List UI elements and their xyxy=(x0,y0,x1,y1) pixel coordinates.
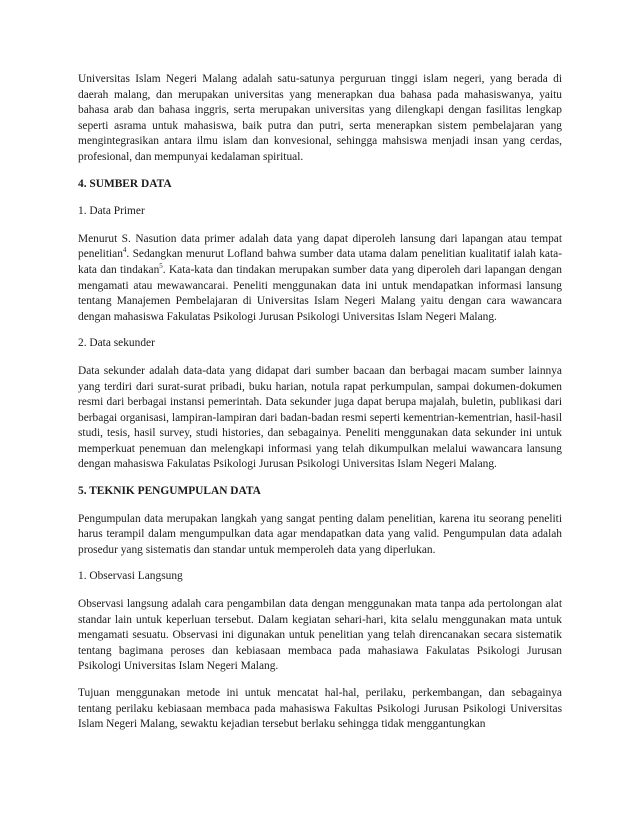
observation-paragraph-1: Observasi langsung adalah cara pengambilan data dengan menggunakan mata tanpa ada pertolongan alat standar lain untuk keperluan tersebut. Dalam kegiatan sehari-hari, kita selalu menggunakan mata untuk mengamati sesuatu. Observasi ini digunakan untuk penelitian yang telah direncanakan secara sistematik tentang bagimana peroses dan kebiasaan membaca pada mahasiawa Fakulatas Psikologi Jurusan Psikologi Universitas Islam Negeri Malang. xyxy=(78,598,562,673)
section-5-heading: 5. TEKNIK PENGUMPULAN DATA xyxy=(78,485,261,498)
primary-text-part3: . Kata-kata dan tindakan merupakan sumber data yang diperoleh dari lapangan dengan mengamati atau mewawancarai. Peneliti menggunakan data ini untuk mendapatkan informasi lansung tentang Manajemen Pembelajaran di Universitas Islam Negeri Malang yaitu dengan cara wawancara dengan mahasiswa Fakulatas Psikologi Jurusan Psikologi Universitas Islam Negeri Malang. xyxy=(78,263,562,323)
footnote-marker: 5 xyxy=(159,262,163,271)
secondary-data-subheading: 2. Data sekunder xyxy=(78,337,155,350)
document-page xyxy=(78,72,562,744)
primary-text-part2: . Sedangkan menurut Lofland bahwa sumber data utama dalam penelitian kualitatif ialah kata-kata dan tindakan xyxy=(78,248,562,276)
footnote-marker: 4 xyxy=(122,246,127,255)
secondary-data-paragraph: Data sekunder adalah data-data yang didapat dari sumber bacaan dan berbagai macam sumber lainnya yang terdiri dari surat-surat pribadi, buku harian, notula rapat perkumpulan, sampai dokumen-dokumen resmi dari berbagai instansi pemerintah. Data sekunder juga dapat berupa majalah, buletin, publikasi dari berbagai organisasi, lampiran-lampiran dari badan-badan resmi seperti kementrian-kementrian, hasil-hasil studi, tesis, hasil survey, studi histories, dan sebagainya. Peneliti menggunakan data sekunder ini untuk memperkuat penemuan dan melengkapi informasi yang telah dikumpulkan melalui wawancara lansung dengan mahasiswa Fakulatas Psikologi Jurusan Psikologi Universitas Islam Negeri Malang. xyxy=(78,364,562,471)
primary-data-paragraph xyxy=(78,232,562,326)
intro-paragraph: Universitas Islam Negeri Malang adalah satu-satunya perguruan tinggi islam negeri, yang berada di daerah malang, dan merupakan universitas yang menerapkan dua bahasa pada mahasiswanya, yaitu bahasa arab dan bahasa inggris, serta merupakan universitas yang dilengkapi dengan fasilitas lengkap seperti asrama untuk mahasiswa, baik putra dan putri, serta menerapkan sistem pembelajaran yang mengintegrasikan antara ilmu islam dan konvesional, sehingga mahsiswa menjadi insan yang cerdas, profesional, dan mempunyai kedalaman spiritual. xyxy=(78,73,562,163)
primary-data-subheading: 1. Data Primer xyxy=(78,205,145,218)
data-collection-intro: Pengumpulan data merupakan langkah yang sangat penting dalam penelitian, karena itu seorang peneliti harus terampil dalam mengumpulkan data agar mendapatkan data yang valid. Pengumpulan data adalah prosedur yang sistematis dan standar untuk memperoleh data yang diperlukan. xyxy=(78,512,562,556)
observation-subheading: 1. Observasi Langsung xyxy=(78,570,183,583)
primary-text-part1: Menurut S. Nasution data primer adalah data yang dapat diperoleh lansung dari lapangan atau tempat penelitian xyxy=(78,232,562,261)
observation-paragraph-2: Tujuan menggunakan metode ini untuk mencatat hal-hal, perilaku, perkembangan, dan sebagainya tentang perilaku kebiasaan membaca pada mahasiswa Fakultas Psikologi Jurusan Psikologi Universitas Islam Negeri Malang, sewaktu kejadian tersebut berlaku sehingga tidak menggantungkan xyxy=(78,687,562,731)
section-4-heading: 4. SUMBER DATA xyxy=(78,177,172,190)
